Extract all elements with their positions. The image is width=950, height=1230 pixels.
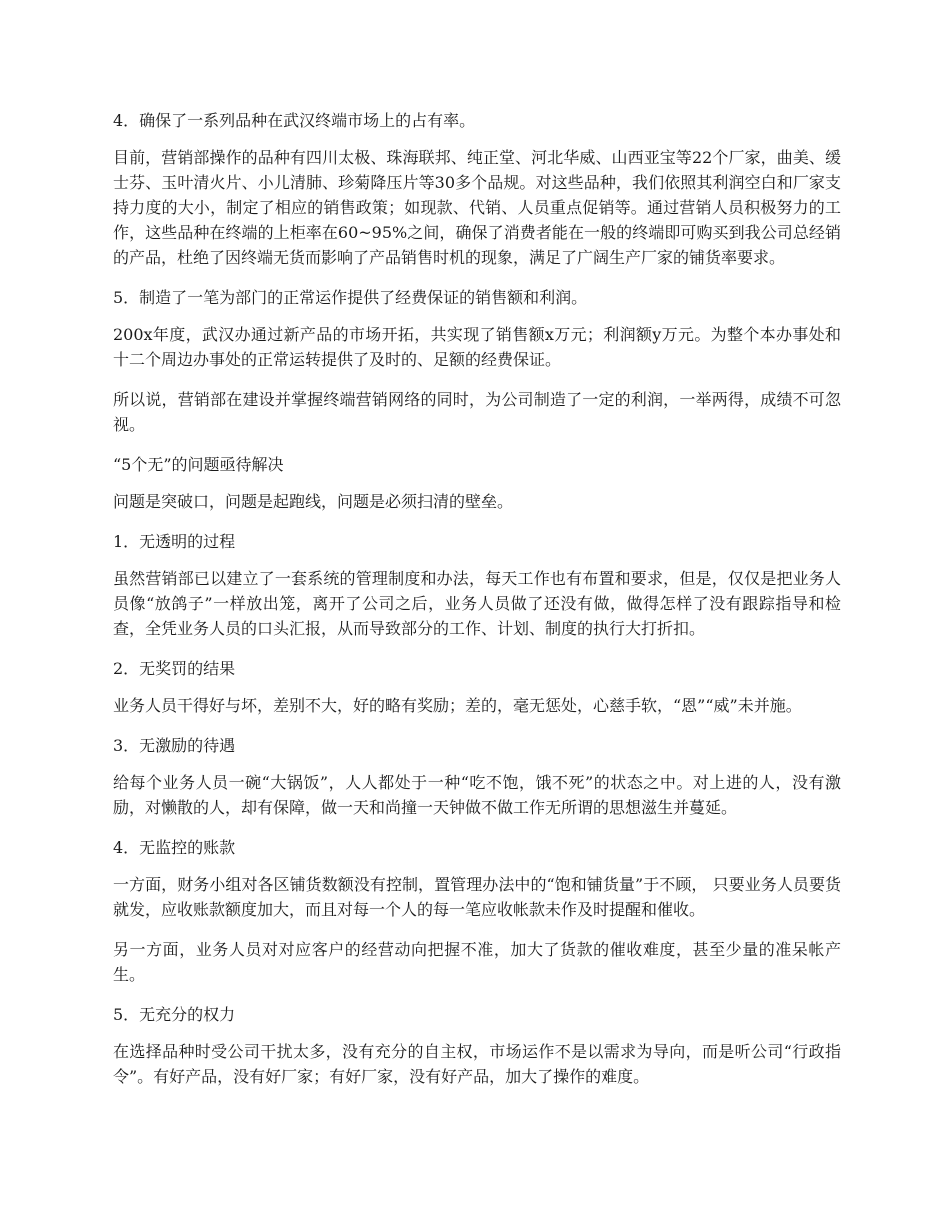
problem-heading-1: 1．无透明的过程	[113, 532, 236, 551]
problem-paragraph-1: 虽然营销部已以建立了一套系统的管理制度和办法，每天工作也有布置和要求，但是，仅仅是把业务人员像“放鸽子”一样放出笼，离开了公司之后，业务人员做了还没有做，做得怎样了没有跟踪指导和检查，全凭业务人员的口头汇报，从而导致部分的工作、计划、制度的执行大打折扣。	[113, 569, 841, 638]
paragraph-products-and-coverage: 目前，营销部操作的品种有四川太极、珠海联邦、纯正堂、河北华威、山西亚宝等22个厂家，曲美、缓士芬、玉叶清火片、小儿清肺、珍菊降压片等30多个品规。对这些品种，我们依照其利润空白和厂家支持力度的大小，制定了相应的销售政策；如现款、代销、人员重点促销等。通过营销人员积极努力的工作，这些品种在终端的上柜率在60~95%之间，确保了消费者能在一般的终端即可购买到我公司总经销的产品，杜绝了因终端无货而影响了产品销售时机的现象，满足了广阔生产厂家的铺货率要求。	[113, 148, 841, 267]
problem-paragraph-2: 业务人员干得好与坏，差别不大，好的略有奖励；差的，毫无惩处，心慈手软，“恩”“威”未并施。	[113, 696, 802, 715]
problem-heading-4: 4．无监控的账款	[113, 838, 236, 857]
document-body	[113, 108, 841, 1104]
problem-paragraph-4a: 一方面，财务小组对各区铺货数额没有控制，置管理办法中的“饱和铺货量”于不顾， 只要业务人员要货就发，应收账款额度加大，而且对每一个人的每一笔应收帐款未作及时提醒和催收。	[113, 875, 841, 919]
paragraph-problems-intro: 问题是突破口，问题是起跑线，问题是必须扫清的壁垒。	[113, 492, 514, 511]
problem-paragraph-4b: 另一方面，业务人员对对应客户的经营动向把握不准，加大了货款的催收难度，甚至少量的准呆帐产生。	[113, 940, 841, 984]
section-heading-5-sales-profit: 5．制造了一笔为部门的正常运作提供了经费保证的销售额和利润。	[113, 288, 588, 307]
problem-paragraph-3: 给每个业务人员一碗“大锅饭”，人人都处于一种“吃不饱，饿不死”的状态之中。对上进的人，没有激励，对懒散的人，却有保障，做一天和尚撞一天钟做不做工作无所谓的思想滋生并蔓延。	[113, 773, 841, 817]
problem-paragraph-5: 在选择品种时受公司干扰太多，没有充分的自主权，市场运作不是以需求为导向，而是听公司“行政指令”。有好产品，没有好厂家；有好厂家，没有好产品，加大了操作的难度。	[113, 1042, 841, 1086]
section-heading-five-problems: “5个无”的问题亟待解决	[113, 455, 284, 474]
section-heading-4-market-share: 4．确保了一系列品种在武汉终端市场上的占有率。	[113, 111, 476, 130]
paragraph-annual-sales: 200x年度，武汉办通过新产品的市场开拓，共实现了销售额x万元；利润额y万元。为整个本办事处和十二个周边办事处的正常运转提供了及时的、足额的经费保证。	[113, 325, 841, 369]
problem-heading-5: 5．无充分的权力	[113, 1005, 236, 1024]
paragraph-summary: 所以说，营销部在建设并掌握终端营销网络的同时，为公司制造了一定的利润，一举两得，成绩不可忽视。	[113, 390, 841, 434]
problem-heading-3: 3．无激励的待遇	[113, 736, 236, 755]
problem-heading-2: 2．无奖罚的结果	[113, 659, 236, 678]
